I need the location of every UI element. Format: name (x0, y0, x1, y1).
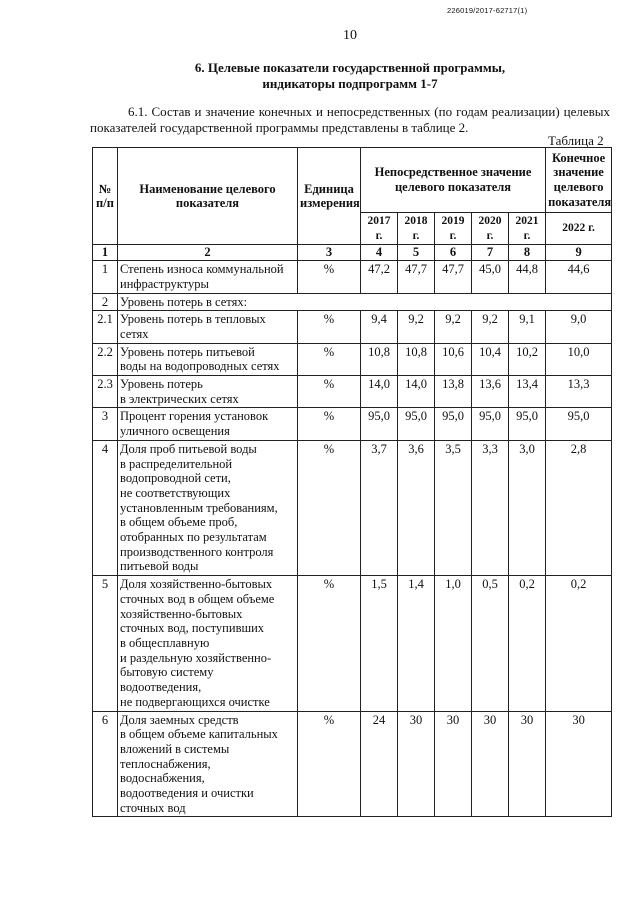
year-value: 95,0 (509, 408, 546, 440)
unit: % (298, 343, 361, 375)
table-row (93, 311, 612, 343)
indicator-name-line: производственного контроля (120, 544, 274, 559)
unit: % (298, 261, 361, 293)
year-value: 47,7 (435, 261, 472, 293)
year-value: 9,2 (472, 311, 509, 343)
header-direct-value: Непосредственное значение целевого показателя (361, 148, 546, 213)
year-value: 44,8 (509, 261, 546, 293)
year-value: 10,6 (435, 343, 472, 375)
unit: % (298, 711, 361, 817)
header-final-value: Конечное значение целевого показателя (546, 148, 612, 213)
column-number: 2 (118, 245, 298, 261)
table-row (93, 711, 612, 817)
indicator-name-line: в распределительной (120, 456, 233, 471)
indicator-name (118, 311, 298, 343)
year-value: 3,6 (398, 440, 435, 575)
column-number: 7 (472, 245, 509, 261)
year-value: 0,2 (509, 576, 546, 711)
indicator-name-line: в общесплавную (120, 635, 210, 650)
indicator-name-line: сточных вод (120, 800, 186, 815)
table-caption: Таблица 2 (548, 133, 604, 148)
indicator-name-line: водоотведения, (120, 680, 202, 695)
final-value: 0,2 (546, 576, 612, 711)
indicator-name-line: инфраструктуры (120, 276, 209, 291)
table-row (93, 440, 612, 575)
document-id: 226019/2017-62717(1) (447, 6, 528, 15)
indicator-name-line: в общем объеме проб, (120, 515, 238, 530)
indicator-name-line: в электрических сетях (120, 391, 239, 406)
indicator-name-line: сетях (120, 326, 149, 341)
year-value: 9,2 (435, 311, 472, 343)
header-year: 2019 г. (435, 213, 472, 245)
column-number: 8 (509, 245, 546, 261)
indicator-name (118, 440, 298, 575)
table-row (93, 576, 612, 711)
year-value: 95,0 (398, 408, 435, 440)
indicator-name-line: Уровень потерь (120, 377, 203, 392)
year-value: 0,5 (472, 576, 509, 711)
indicator-name-line: водоотведения и очистки (120, 786, 254, 801)
year-value: 30 (435, 711, 472, 817)
page-number: 10 (343, 28, 357, 43)
table-row (93, 261, 612, 293)
row-number: 2.1 (93, 311, 118, 343)
row-number: 5 (93, 576, 118, 711)
unit: % (298, 376, 361, 408)
unit: % (298, 311, 361, 343)
table-row (93, 343, 612, 375)
year-value: 30 (509, 711, 546, 817)
indicator-name-line: сточных вод, поступивших (120, 621, 265, 636)
row-number: 2.2 (93, 343, 118, 375)
final-value: 30 (546, 711, 612, 817)
indicator-name-line: Доля заемных средств (120, 712, 239, 727)
year-value: 95,0 (435, 408, 472, 440)
year-value: 47,2 (361, 261, 398, 293)
final-value: 9,0 (546, 311, 612, 343)
unit: % (298, 440, 361, 575)
row-number: 1 (93, 261, 118, 293)
column-number: 6 (435, 245, 472, 261)
header-year: 2017 г. (361, 213, 398, 245)
header-year: 2021 г. (509, 213, 546, 245)
header-year: 2020 г. (472, 213, 509, 245)
header-num: № п/п (93, 148, 118, 245)
indicators-table (92, 147, 612, 817)
column-number: 5 (398, 245, 435, 261)
final-value: 95,0 (546, 408, 612, 440)
year-value: 3,0 (509, 440, 546, 575)
indicator-name-line: теплоснабжения, (120, 756, 211, 771)
year-value: 24 (361, 711, 398, 817)
year-value: 3,5 (435, 440, 472, 575)
column-numbers-row (93, 245, 612, 261)
year-value: 14,0 (398, 376, 435, 408)
header-unit: Единица измерения (298, 148, 361, 245)
final-value: 10,0 (546, 343, 612, 375)
column-number: 9 (546, 245, 612, 261)
indicator-name (118, 261, 298, 293)
intro-paragraph: 6.1. Состав и значение конечных и непосредственных (по годам реализации) целевых показателей государственной программы представлены в таблице 2. (90, 104, 610, 135)
year-value: 1,0 (435, 576, 472, 711)
header-name: Наименование целевого показателя (118, 148, 298, 245)
year-value: 45,0 (472, 261, 509, 293)
year-value: 1,5 (361, 576, 398, 711)
indicator-name (118, 343, 298, 375)
year-value: 30 (398, 711, 435, 817)
unit: % (298, 408, 361, 440)
column-number: 4 (361, 245, 398, 261)
indicator-name-line: установленным требованиям, (120, 500, 278, 515)
indicator-name-line: отобранных по результатам (120, 530, 267, 545)
indicator-name-line: вложений в системы (120, 741, 230, 756)
indicator-name-line: Доля проб питьевой воды (120, 441, 257, 456)
indicator-name-line: водоснабжения, (120, 771, 205, 786)
row-number: 3 (93, 408, 118, 440)
year-value: 10,2 (509, 343, 546, 375)
year-value: 9,4 (361, 311, 398, 343)
indicator-name-line: бытовую систему (120, 665, 214, 680)
indicator-name-line: уличного освещения (120, 424, 230, 439)
indicator-name-line: Уровень потерь в тепловых (120, 312, 266, 327)
indicator-name-line: Доля хозяйственно-бытовых (120, 577, 273, 592)
heading-line-1: 6. Целевые показатели государственной программы, (194, 60, 506, 75)
year-value: 47,7 (398, 261, 435, 293)
table-row (93, 376, 612, 408)
final-value: 2,8 (546, 440, 612, 575)
indicator-name-line: хозяйственно-бытовых (120, 606, 243, 621)
year-value: 3,7 (361, 440, 398, 575)
row-number: 6 (93, 711, 118, 817)
indicator-name-line: не соответствующих (120, 485, 231, 500)
header-final-year: 2022 г. (546, 213, 612, 245)
indicator-name-line: Процент горения установок (120, 409, 269, 424)
section-heading (100, 60, 600, 92)
year-value: 10,8 (398, 343, 435, 375)
year-value: 95,0 (361, 408, 398, 440)
indicator-name (118, 376, 298, 408)
year-value: 13,4 (509, 376, 546, 408)
year-value: 95,0 (472, 408, 509, 440)
header-year: 2018 г. (398, 213, 435, 245)
year-value: 13,8 (435, 376, 472, 408)
year-value: 10,8 (361, 343, 398, 375)
year-value: 14,0 (361, 376, 398, 408)
row-number: 4 (93, 440, 118, 575)
indicator-name-line: питьевой воды (120, 559, 199, 574)
year-value: 9,1 (509, 311, 546, 343)
indicator-name (118, 576, 298, 711)
year-value: 1,4 (398, 576, 435, 711)
indicator-name-line: в общем объеме капитальных (120, 727, 278, 742)
indicator-name-line: воды на водопроводных сетях (120, 359, 280, 374)
indicator-name-line: и раздельную хозяйственно- (120, 650, 272, 665)
year-value: 10,4 (472, 343, 509, 375)
final-value: 44,6 (546, 261, 612, 293)
indicator-name-line: сточных вод в общем объеме (120, 591, 275, 606)
indicator-name (118, 408, 298, 440)
section-label: Уровень потерь в сетях: (118, 293, 612, 311)
table-row (93, 408, 612, 440)
column-number: 1 (93, 245, 118, 261)
indicator-name (118, 711, 298, 817)
column-number: 3 (298, 245, 361, 261)
indicator-name-line: Степень износа коммунальной (120, 262, 284, 277)
table-row (93, 293, 612, 311)
row-number: 2.3 (93, 376, 118, 408)
unit: % (298, 576, 361, 711)
final-value: 13,3 (546, 376, 612, 408)
indicator-name-line: водопроводной сети, (120, 471, 231, 486)
year-value: 9,2 (398, 311, 435, 343)
heading-line-2: индикаторы подпрограмм 1-7 (262, 76, 438, 91)
year-value: 13,6 (472, 376, 509, 408)
year-value: 3,3 (472, 440, 509, 575)
row-number: 2 (93, 293, 118, 311)
indicator-name-line: Уровень потерь питьевой (120, 344, 255, 359)
year-value: 30 (472, 711, 509, 817)
indicator-name-line: не подвергающихся очистке (120, 694, 270, 709)
